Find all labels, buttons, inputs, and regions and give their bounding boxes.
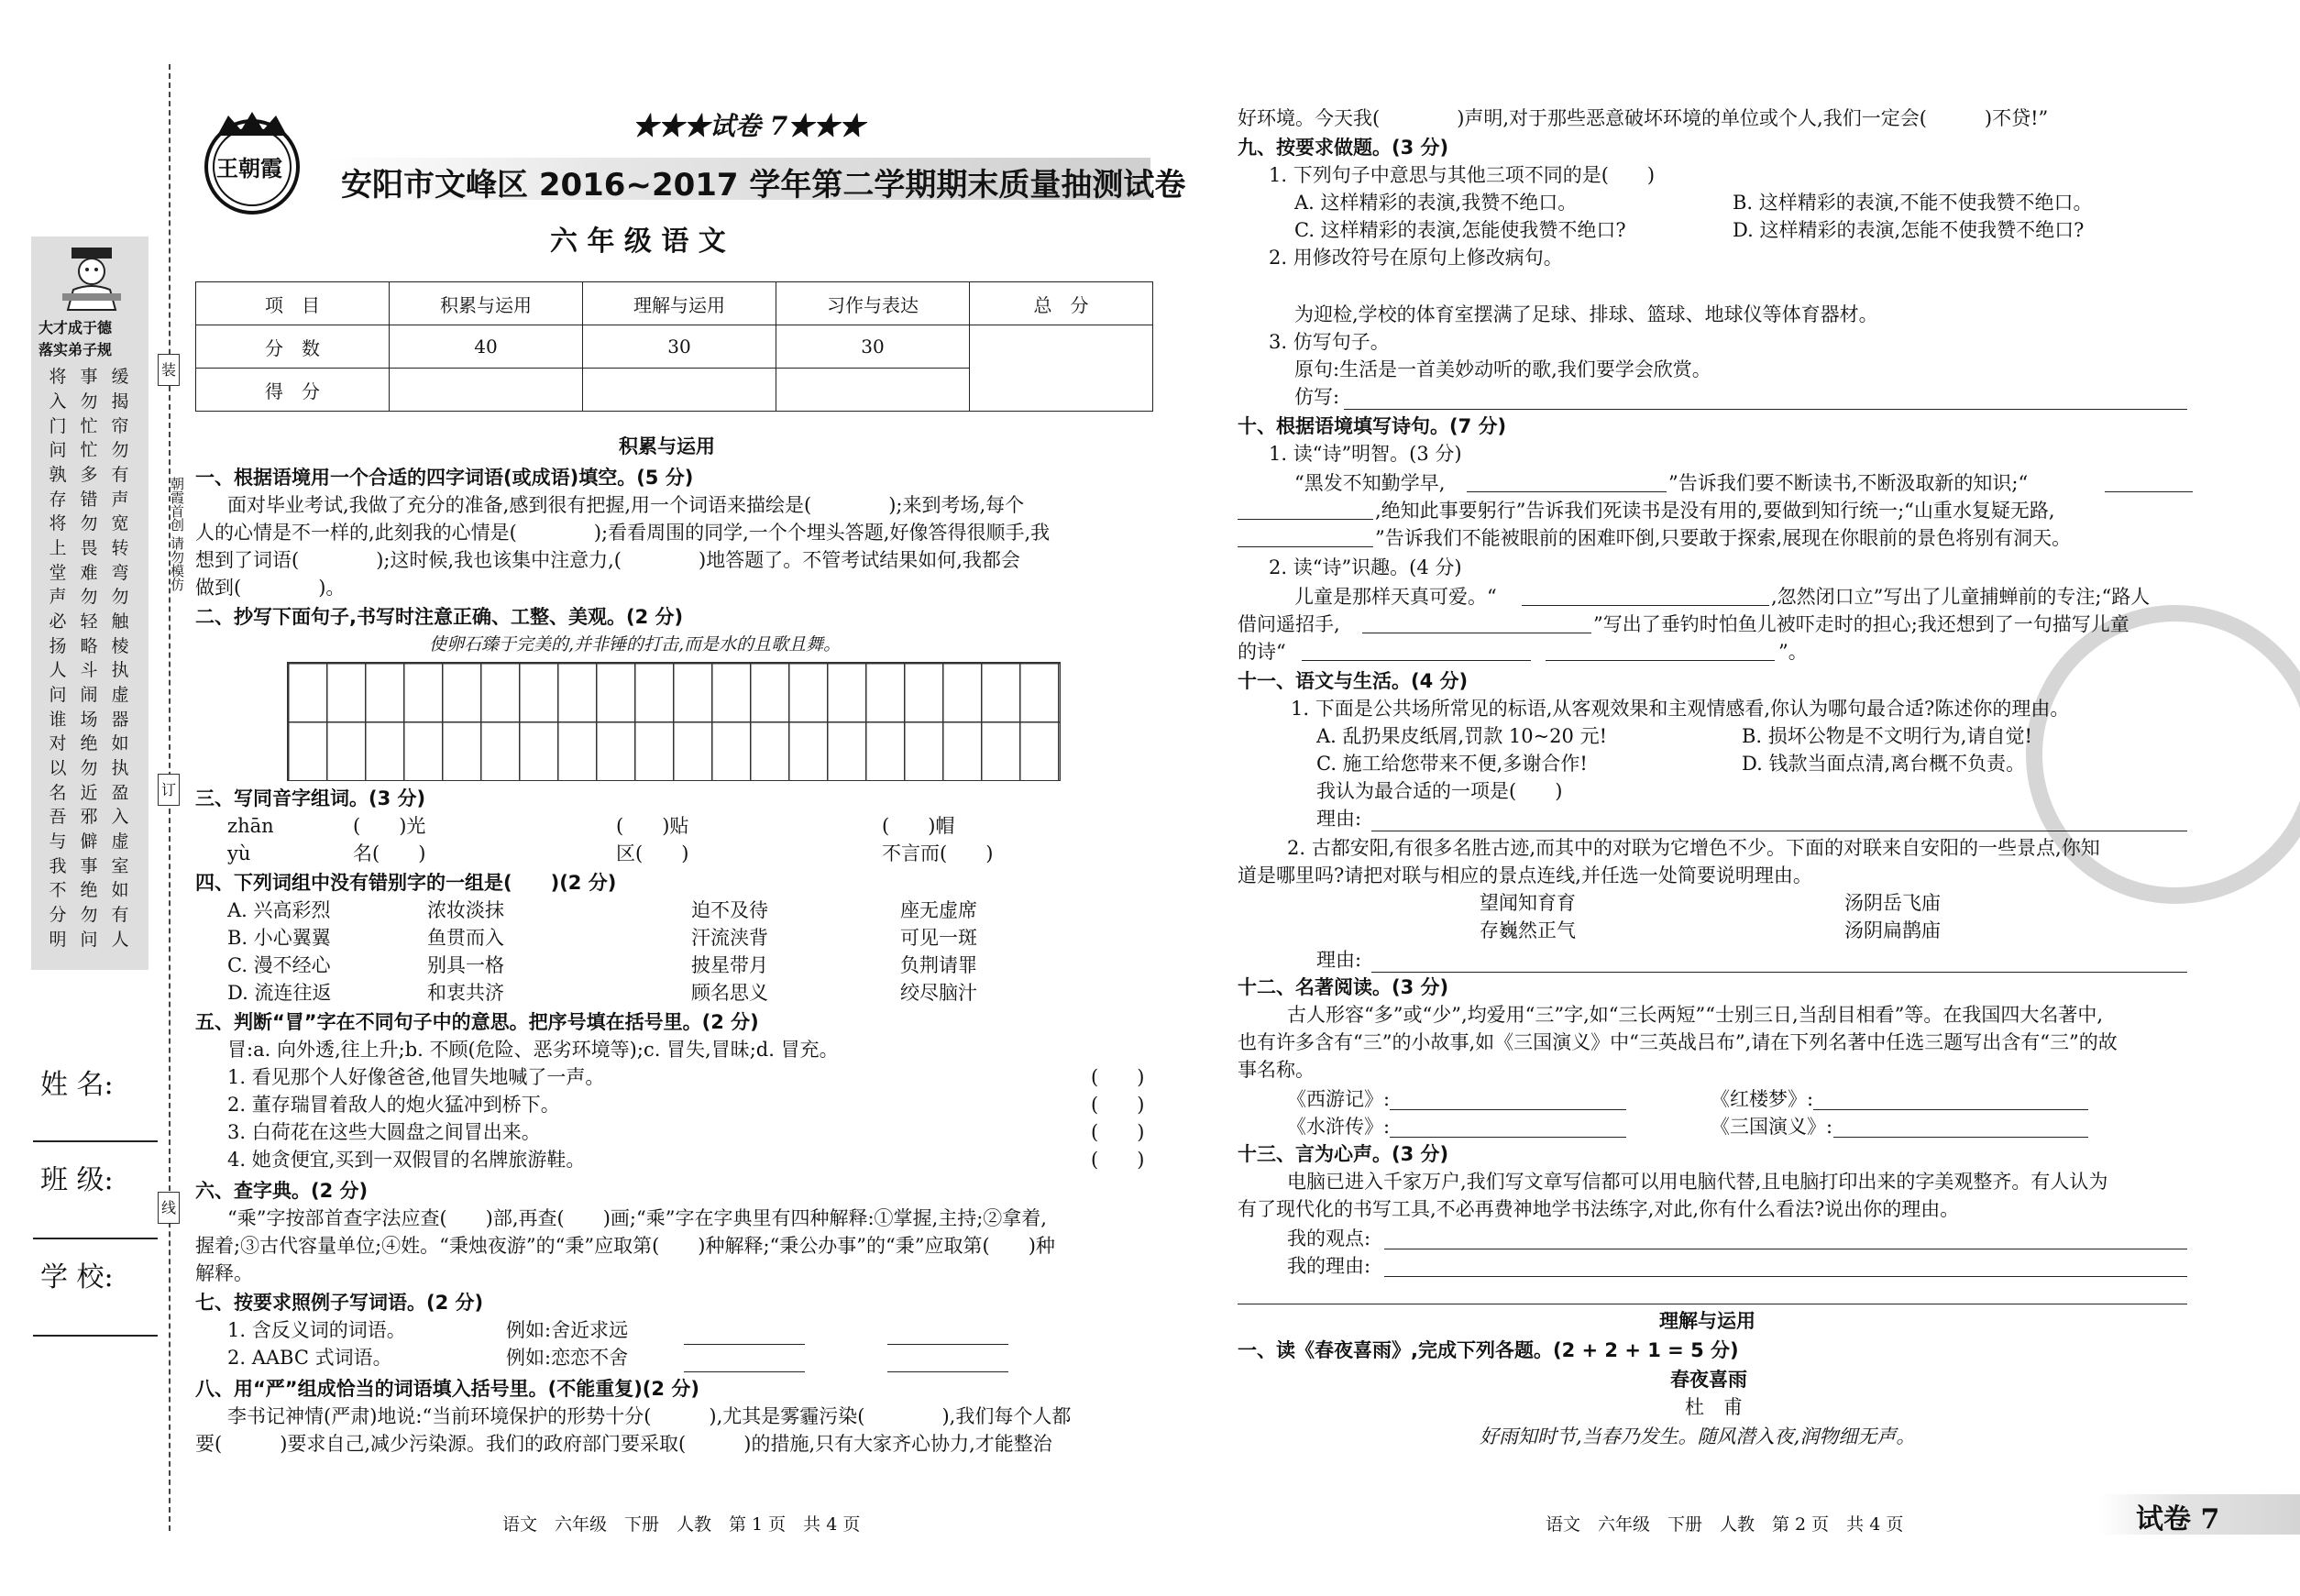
q6-line-3: 解释。 [195, 1262, 253, 1284]
q7-2-example: 例如:恋恋不舍 [506, 1347, 629, 1369]
q4-title: 四、下列词组中没有错别字的一组是( )(2 分) [195, 872, 617, 894]
q10-blank-7[interactable] [1546, 640, 1775, 661]
q9-opt-c[interactable]: C. 这样精彩的表演,怎能使我赞不绝口? [1294, 219, 1626, 241]
q3-blank-2c[interactable]: 不言而( ) [882, 842, 994, 864]
footer-page-1: 语文 六年级 下册 人教 第 1 页 共 4 页 [502, 1514, 861, 1535]
q12-title: 十二、名著阅读。(3 分) [1238, 976, 1449, 998]
q10-blank-2b[interactable] [1238, 499, 1373, 520]
sidebar-rule-col: 对 以 名 [49, 733, 67, 803]
got-writing[interactable] [776, 369, 970, 412]
q4-option-cell: 浓妆淡抹 [427, 899, 504, 921]
q5-item: 4. 她贪便宜,买到一双假冒的名牌旅游鞋。 [227, 1149, 586, 1171]
q9-3-write-label: 仿写: [1294, 386, 1340, 408]
q9-title: 九、按要求做题。(3 分) [1238, 137, 1449, 159]
q7-2-answer-a[interactable] [684, 1351, 805, 1372]
sidebar-rule-col: 勿 有 声 [111, 440, 129, 510]
q4-option-cell: 座无虚席 [900, 899, 977, 921]
q5-definitions: 冒:a. 向外透,往上升;b. 不顾(危险、恶劣环境等);c. 冒失,冒昧;d. 冒充。 [227, 1039, 839, 1061]
q9-3-write-line[interactable] [1344, 389, 2187, 410]
sidebar-rule-col: 斗 闹 场 [80, 660, 98, 730]
q9-opt-a[interactable]: A. 这样精彩的表演,我赞不绝口。 [1294, 192, 1578, 214]
q4-option-cell[interactable]: C. 漫不经心 [227, 954, 331, 976]
sidebar-rules [48, 365, 139, 952]
q10-2c: 借问遥招手, [1238, 613, 1340, 635]
q9-2-sentence: 为迎检,学校的体育室摆满了足球、排球、篮球、地球仪等体育器材。 [1294, 303, 1878, 325]
cut-mark-2: 订 [158, 774, 180, 806]
q13-view-label: 我的观点: [1287, 1227, 1371, 1249]
q11-2-reason-line[interactable] [1371, 952, 2187, 973]
q7-2-answer-b[interactable] [887, 1351, 1008, 1372]
school-label: 学 校: [40, 1261, 114, 1293]
row-points-label: 分 数 [196, 325, 390, 369]
q10-blank-4[interactable] [1522, 585, 1769, 606]
q10-1: 1. 读“诗”明智。(3 分) [1269, 443, 1462, 465]
q11-2a: 2. 古都安阳,有很多名胜古迹,而其中的对联为它增色不少。下面的对联来自安阳的一些景点,你知 [1287, 837, 2100, 859]
exam-title: 安阳市文峰区 2016~2017 学年第二学期期末质量抽测试卷 [341, 167, 1186, 204]
q3-blank-1a[interactable]: ( )光 [353, 815, 426, 837]
q10-blank-1[interactable] [1467, 471, 1667, 492]
q9-opt-b[interactable]: B. 这样精彩的表演,不能不使我赞不绝口。 [1733, 192, 2093, 214]
q13-title: 十三、言为心声。(3 分) [1238, 1143, 1449, 1165]
sidebar-rule-col: 勿 畏 难 [80, 513, 98, 583]
q4-option-cell[interactable]: B. 小心翼翼 [227, 927, 331, 949]
r-cont-line: 好环境。今天我( )声明,对于那些恶意破坏环境的单位或个人,我们一定会( )不贷!” [1238, 107, 2049, 129]
sidebar-motto-2: 落实弟子规 [39, 341, 113, 358]
q7-1-example: 例如:舍近求远 [506, 1319, 629, 1341]
mascot-figure [55, 246, 128, 314]
place-1[interactable]: 汤阴岳飞庙 [1844, 892, 1941, 914]
book-xiyouji: 《西游记》: [1287, 1088, 1391, 1110]
q3-blank-2a[interactable]: 名( ) [353, 842, 426, 864]
book-hongloumeng: 《红楼梦》: [1711, 1088, 1814, 1110]
exam-badge: ★★★试卷 7★★★ [633, 111, 865, 141]
q6-line-2: 握着;③古代容量单位;④姓。“秉烛夜游”的“秉”应取第( )种解释;“秉公办事”的“秉”应取第( )种 [195, 1235, 1055, 1257]
q10-blank-2[interactable] [2105, 471, 2193, 492]
q7-2-label: 2. AABC 式词语。 [227, 1347, 392, 1369]
q5-answer-paren[interactable]: ( ) [1091, 1094, 1145, 1116]
q5-answer-paren[interactable]: ( ) [1091, 1121, 1145, 1143]
q4-option-cell: 和衷共济 [427, 982, 504, 1004]
q4-option-cell[interactable]: A. 兴高彩烈 [227, 899, 331, 921]
footer-page-2: 语文 六年级 下册 人教 第 2 页 共 4 页 [1546, 1514, 1904, 1535]
q3-blank-1c[interactable]: ( )帽 [882, 815, 955, 837]
q13-reason-line-1[interactable] [1384, 1256, 2187, 1277]
class-label: 班 级: [40, 1164, 114, 1196]
q10-1d: ”告诉我们不能被眼前的困难吓倒,只要敢于探索,展现在你眼前的景色将别有洞天。 [1375, 527, 2072, 549]
sidebar-rule-col: 人 问 谁 [49, 660, 67, 730]
cut-mark-1: 装 [158, 354, 180, 386]
q10-1b: ”告诉我们要不断读书,不断汲取新的知识;“ [1668, 472, 2029, 494]
sidebar-rule-col: 绝 勿 近 [80, 733, 98, 803]
corner-label: 试卷 7 [2136, 1503, 2220, 1535]
q11-1: 1. 下面是公共场所常见的标语,从客观效果和主观情感看,你认为哪句最合适?陈述你的理由。 [1291, 698, 2070, 720]
book-hongloumeng-line[interactable] [1813, 1089, 2088, 1110]
writing-grid[interactable] [287, 662, 1061, 781]
sidebar-rule-col: 执 虚 器 [111, 660, 129, 730]
q11-reason-label: 理由: [1316, 808, 1362, 830]
couplet-2[interactable]: 存巍然正气 [1480, 919, 1576, 941]
sidebar-rule-col: 如 有 人 [111, 880, 129, 950]
vertical-note: 朝霞首创 请勿模仿 [169, 477, 185, 591]
q11-pick: 我认为最合适的一项是( ) [1316, 780, 1563, 802]
got-accum[interactable] [390, 369, 583, 412]
q9-3: 3. 仿写句子。 [1269, 331, 1390, 353]
q6-line-1: “乘”字按部首查字法应查( )部,再查( )画;“乘”字在字典里有四种解释:①掌握,主持;②拿着, [227, 1207, 1047, 1229]
name-label: 姓 名: [40, 1069, 114, 1101]
col-understand: 理解与运用 [583, 282, 776, 325]
q10-1a: “黑发不知勤学早, [1294, 472, 1446, 494]
q10-blank-6[interactable] [1302, 640, 1531, 661]
q11-2b: 道是哪里吗?请把对联与相应的景点连线,并任选一处简要说明理由。 [1238, 864, 1812, 886]
name-field[interactable] [33, 1140, 158, 1142]
q2-sentence: 使卵石臻于完美的,并非锤的打击,而是水的且歌且舞。 [429, 634, 842, 655]
school-field[interactable] [33, 1335, 158, 1337]
book-shuihuzhuan: 《水浒传》: [1287, 1116, 1391, 1138]
q13-line-1: 电脑已进入千家万户,我们写文章写信都可以用电脑代替,且电脑打印出来的字美观整齐。有人认为 [1287, 1171, 2108, 1193]
points-writing: 30 [776, 325, 970, 369]
q3-blank-2b[interactable]: 区( ) [616, 842, 689, 864]
poem-author: 杜 甫 [1685, 1396, 1743, 1418]
q11-title: 十一、语文与生活。(4 分) [1238, 670, 1469, 692]
q12-line-2: 也有许多含有“三”的小故事,如《三国演义》中“三英战吕布”,请在下列名著中任选三题写出含有“三”的故 [1238, 1031, 2118, 1053]
reading-1-title: 一、读《春夜喜雨》,完成下列各题。(2 + 2 + 1 = 5 分) [1238, 1339, 1739, 1361]
q4-option-cell: 顾名思义 [691, 982, 768, 1004]
sidebar-rule-col: 吾 与 我 [49, 807, 67, 876]
sidebar-rule-col: 邪 僻 事 [80, 807, 98, 876]
q9-2: 2. 用修改符号在原句上修改病句。 [1269, 247, 1563, 269]
sidebar-rule-col: 事 勿 忙 [80, 367, 98, 436]
points-accum: 40 [390, 325, 583, 369]
q7-1-answer-b[interactable] [887, 1324, 1008, 1345]
sidebar-rule-col: 问 孰 存 [49, 440, 67, 510]
q13-reason-label: 我的理由: [1287, 1255, 1371, 1277]
q8-line-1: 李书记神情(严肃)地说:“当前环境保护的形势十分( ),尤其是雾霾污染( ),我们每个人都 [227, 1405, 1072, 1427]
q9-1: 1. 下列句子中意思与其他三项不同的是( ) [1269, 164, 1656, 186]
q5-answer-paren[interactable]: ( ) [1091, 1066, 1145, 1088]
q10-2a: 儿童是那样天真可爱。“ [1294, 586, 1497, 608]
q4-option-cell: 别具一格 [427, 954, 504, 976]
q7-1-label: 1. 含反义词的词语。 [227, 1319, 406, 1341]
q4-option-cell: 迫不及待 [691, 899, 768, 921]
sidebar-rule-col: 勿 触 棱 [111, 587, 129, 656]
q7-title: 七、按要求照例子写词语。(2 分) [195, 1292, 484, 1314]
q4-option-cell: 鱼贯而入 [427, 927, 504, 949]
sidebar-rule-col: 忙 多 错 [80, 440, 98, 510]
sidebar-rule-col: 将 上 堂 [49, 513, 67, 583]
score-table [195, 281, 1153, 412]
q1-line-3: 想到了词语( );这时候,我也该集中注意力,( )地答题了。不管考试结果如何,我都会 [195, 549, 1020, 571]
q13-view-line[interactable] [1384, 1228, 2187, 1249]
q1-line-4: 做到( )。 [195, 577, 346, 599]
total-score-cell[interactable] [970, 325, 1153, 412]
q5-item: 1. 看见那个人好像爸爸,他冒失地喊了一声。 [227, 1066, 605, 1088]
sidebar-rule-col: 宽 转 弯 [111, 513, 129, 583]
q3-pinyin-1: zhān [227, 815, 274, 837]
col-writing: 习作与表达 [776, 282, 970, 325]
q9-opt-d[interactable]: D. 这样精彩的表演,怎能不使我赞不绝口? [1733, 219, 2085, 241]
q8-title: 八、用“严”组成恰当的词语填入括号里。(不能重复)(2 分) [195, 1378, 699, 1400]
poem-title: 春夜喜雨 [1670, 1369, 1747, 1391]
q10-2d: ”写出了垂钓时怕鱼儿被吓走时的担心;我还想到了一句描写儿童 [1593, 613, 2129, 635]
q4-option-cell: 绞尽脑汁 [900, 982, 977, 1004]
q10-2b: ,忽然闭口立”写出了儿童捕蝉前的专注;“路人 [1771, 586, 2151, 608]
q11-opt-a[interactable]: A. 乱扔果皮纸屑,罚款 10~20 元! [1316, 725, 1608, 747]
q11-opt-d[interactable]: D. 钱款当面点清,离台概不负责。 [1742, 753, 2026, 775]
sidebar-rule-col: 勿 轻 略 [80, 587, 98, 656]
place-2[interactable]: 汤阴扁鹊庙 [1844, 919, 1941, 941]
book-shuihuzhuan-line[interactable] [1390, 1117, 1626, 1138]
class-field[interactable] [33, 1238, 158, 1239]
q10-title: 十、根据语境填写诗句。(7 分) [1238, 415, 1507, 437]
got-understand[interactable] [583, 369, 776, 412]
row-got-label: 得 分 [196, 369, 390, 412]
poem-line: 好雨知时节,当春乃发生。随风潜入夜,润物细无声。 [1480, 1425, 1916, 1447]
q3-blank-1b[interactable]: ( )贴 [616, 815, 689, 837]
q7-1-answer-a[interactable] [684, 1324, 805, 1345]
q11-2-reason-label: 理由: [1316, 949, 1362, 971]
q4-option-cell: 汗流浃背 [691, 927, 768, 949]
points-understand: 30 [583, 325, 776, 369]
sidebar-rule-col: 缓 揭 帘 [111, 367, 129, 436]
logo-text: 王朝霞 [216, 155, 282, 182]
q5-title: 五、判断“冒”字在不同句子中的意思。把序号填在括号里。(2 分) [195, 1011, 759, 1033]
couplet-1[interactable]: 望闻知育育 [1480, 892, 1576, 914]
q9-3-original: 原句:生活是一首美妙动听的歌,我们要学会欣赏。 [1294, 358, 1711, 380]
q11-reason-line[interactable] [1371, 810, 2187, 831]
q13-reason-line-2[interactable] [1238, 1283, 2187, 1304]
q1-title: 一、根据语境用一个合适的四字词语(或成语)填空。(5 分) [195, 467, 694, 489]
part-title-understand: 理解与运用 [1659, 1310, 1755, 1332]
q12-line-3: 事名称。 [1238, 1059, 1315, 1081]
subject-title: 六 年 级 语 文 [550, 226, 726, 258]
col-total: 总 分 [970, 282, 1153, 325]
q10-2e: 的诗“ [1238, 641, 1286, 663]
q4-option-cell: 负荆请罪 [900, 954, 977, 976]
q1-line-2: 人的心情是不一样的,此刻我的心情是( );看看周围的同学,一个个埋头答题,好像答得很顺手,我 [195, 522, 1051, 544]
col-accum: 积累与运用 [390, 282, 583, 325]
q10-2: 2. 读“诗”识趣。(4 分) [1269, 556, 1462, 578]
q3-title: 三、写同音字组词。(3 分) [195, 787, 426, 809]
q10-blank-3[interactable] [1238, 526, 1373, 547]
q10-blank-5[interactable] [1362, 612, 1591, 633]
q1-line-1: 面对毕业考试,我做了充分的准备,感到很有把握,用一个词语来描绘是( );来到考场,每个 [227, 494, 1025, 516]
book-sanguo-line[interactable] [1833, 1117, 2088, 1138]
q10-1c: ,绝知此事要躬行”告诉我们死读书是没有用的,要做到知行统一;“山重水复疑无路, [1375, 500, 2055, 522]
q5-item: 2. 董存瑞冒着敌人的炮火猛冲到桥下。 [227, 1094, 560, 1116]
q2-title: 二、抄写下面句子,书写时注意正确、工整、美观。(2 分) [195, 606, 684, 628]
sidebar-rule-col: 如 执 盈 [111, 733, 129, 803]
book-xiyouji-line[interactable] [1390, 1089, 1626, 1110]
book-sanguo: 《三国演义》: [1711, 1116, 1833, 1138]
sidebar-rule-col: 不 分 明 [49, 880, 67, 950]
sidebar-rule-col: 声 必 扬 [49, 587, 67, 656]
q3-pinyin-2: yù [227, 842, 251, 864]
q10-2f: ”。 [1778, 641, 1808, 663]
sidebar-rule-col: 将 入 门 [49, 367, 67, 436]
sidebar-rule-col: 入 虚 室 [111, 807, 129, 876]
q5-item: 3. 白荷花在这些大圆盘之间冒出来。 [227, 1121, 541, 1143]
sidebar-rule-col: 绝 勿 问 [80, 880, 98, 950]
col-item: 项 目 [196, 282, 390, 325]
q4-option-cell: 可见一斑 [900, 927, 977, 949]
part-title-accum: 积累与运用 [619, 435, 715, 457]
q11-opt-c[interactable]: C. 施工给您带来不便,多谢合作! [1316, 753, 1588, 775]
q11-opt-b[interactable]: B. 损坏公物是不文明行为,请自觉! [1742, 725, 2032, 747]
q6-title: 六、查字典。(2 分) [195, 1180, 369, 1202]
q13-line-2: 有了现代化的书写工具,不必再费神地学书法练字,对此,你有什么看法?说出你的理由。 [1238, 1198, 1960, 1220]
q12-line-1: 古人形容“多”或“少”,均爱用“三”字,如“三长两短”“士别三日,当刮目相看”等。在我国四大名著中, [1287, 1004, 2104, 1026]
q5-answer-paren[interactable]: ( ) [1091, 1149, 1145, 1171]
q4-option-cell[interactable]: D. 流连往返 [227, 982, 332, 1004]
q8-line-2: 要( )要求自己,减少污染源。我们的政府部门要采取( )的措施,只有大家齐心协力,才能整治 [195, 1433, 1052, 1455]
q4-option-cell: 披星带月 [691, 954, 768, 976]
cut-mark-3: 线 [158, 1192, 180, 1224]
sidebar-motto-1: 大才成于德 [39, 319, 113, 336]
